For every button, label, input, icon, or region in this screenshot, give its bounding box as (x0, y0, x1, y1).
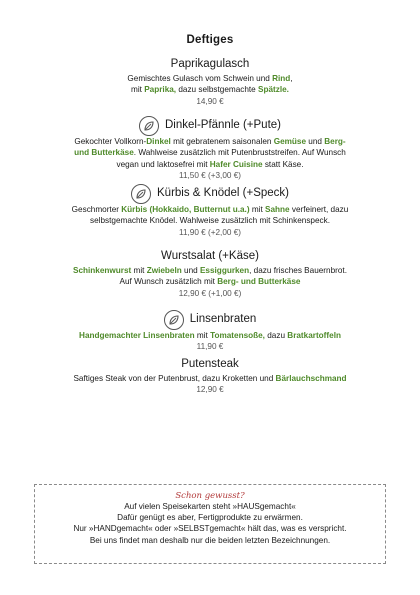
description-text: , dazu frisches Bauernbrot. (249, 266, 347, 275)
dish-title-row (30, 184, 390, 204)
description-text: mit (131, 85, 145, 95)
note-line: Auf vielen Speisekarten steht »HAUSgemacht« (124, 502, 296, 511)
description-text: statt Käse. (262, 159, 304, 169)
info-note-box (34, 484, 386, 564)
highlighted-ingredient: Kürbis (Hokkaido, Butternut u.a.) (121, 205, 250, 214)
dish-description (30, 136, 390, 170)
description-text: Saftiges Steak von der Putenbrust, dazu Kroketten und (73, 374, 276, 383)
dish-title: Kürbis & Knödel (+Speck) (157, 187, 289, 199)
dish-price: 11,50 € (+3,00 €) (179, 170, 241, 180)
description-text: mit (249, 205, 266, 214)
description-text: Gekochter Vollkorn- (74, 137, 147, 146)
dish-description (30, 73, 390, 96)
highlighted-ingredient: Spätzle. (258, 85, 289, 95)
description-text: und (306, 137, 325, 146)
description-text: dazu selbstgemachte (176, 85, 259, 95)
dish-description (30, 330, 390, 341)
highlighted-ingredient: Sahne (265, 205, 290, 214)
highlighted-ingredient: Zwiebeln (146, 266, 182, 275)
dish-title-row (30, 310, 390, 330)
dish-price: 12,90 € (+1,00 €) (178, 288, 242, 298)
highlighted-ingredient: Gemüse (273, 137, 307, 146)
description-line (30, 84, 390, 95)
description-text: Gemischtes Gulasch vom Schwein und (127, 74, 273, 83)
dish-description (30, 265, 390, 288)
note-line: Bei uns findet man deshalb nur die beiden letzten Bezeichnungen. (89, 535, 331, 545)
highlighted-ingredient: Dinkel (146, 137, 171, 146)
description-text: dazu (264, 331, 288, 340)
highlighted-ingredient: Berg- und Butterkäse (217, 277, 301, 287)
vegetarian-leaf-icon (131, 184, 151, 204)
dish-price: 12,90 € (196, 385, 224, 395)
note-heading: Schon gewusst? (175, 491, 245, 501)
note-line: Nur »HANDgemacht« oder »SELBSTgemacht« hält das, was es verspricht. (73, 524, 347, 534)
dish-title: Paprikagulasch (170, 58, 250, 70)
description-line (30, 215, 390, 226)
vegetarian-leaf-icon (139, 116, 159, 136)
description-text: Geschmorter (71, 205, 122, 214)
highlighted-ingredient: Essiggurken (199, 266, 250, 275)
highlighted-ingredient: Hafer Cuisine (209, 159, 263, 169)
dish-title-row (30, 116, 390, 136)
dish-description (30, 204, 390, 227)
section-title: Deftiges (186, 34, 234, 46)
description-text: , (290, 74, 293, 83)
dish-title: Putensteak (181, 358, 239, 370)
dish-title: Wurstsalat (+Käse) (161, 250, 259, 262)
description-line (30, 73, 390, 84)
dish-putensteak (30, 357, 390, 396)
description-line (30, 204, 390, 215)
dish-title-row (30, 357, 390, 373)
dish-price: 11,90 € (+2,00 €) (179, 227, 241, 237)
highlighted-ingredient: Rind (272, 74, 291, 83)
dish-title-row (30, 57, 390, 73)
description-text: und (181, 266, 200, 275)
description-line (30, 147, 390, 158)
dish-description (30, 373, 390, 384)
description-text: mit gebratenem saisonalen (170, 137, 274, 146)
description-line (30, 159, 390, 170)
dish-wurstsalat (30, 249, 390, 299)
description-text: . Wahlweise zusätzlich mit Putenbruststreifen. Auf Wunsch (133, 148, 346, 158)
description-text: verfeinert, dazu (289, 205, 349, 214)
description-text: selbstgemachte Knödel. Wahlweise zusätzlich mit Schinkenspeck. (90, 216, 330, 226)
dish-price: 14,90 € (196, 96, 224, 106)
dish-title: Dinkel-Pfännle (+Pute) (164, 119, 282, 131)
highlighted-ingredient: und Butterkäse (74, 148, 134, 158)
highlighted-ingredient: Berg- (324, 137, 346, 146)
vegetarian-leaf-icon (164, 310, 184, 330)
description-text: mit (194, 331, 211, 340)
description-line (30, 136, 390, 147)
highlighted-ingredient: Paprika, (144, 85, 177, 95)
highlighted-ingredient: Schinkenwurst (73, 266, 132, 275)
description-text: Auf Wunsch zusätzlich mit (119, 277, 218, 287)
description-line (30, 265, 390, 276)
dish-title: Linsenbraten (189, 313, 257, 325)
highlighted-ingredient: Handgemachter Linsenbraten (79, 331, 195, 340)
dish-title-row (30, 249, 390, 265)
description-text: vegan und laktosefrei mit (116, 159, 210, 169)
description-line (30, 276, 390, 287)
description-text: mit (131, 266, 147, 275)
highlighted-ingredient: Tomatensoße, (210, 331, 265, 340)
description-line (30, 330, 390, 341)
dish-dinkel-pfaennle (30, 116, 390, 181)
dish-paprikagulasch (30, 57, 390, 107)
dish-linsenbraten (30, 310, 390, 353)
note-line: Dafür genügt es aber, Fertigprodukte zu erwärmen. (117, 513, 303, 523)
highlighted-ingredient: Bratkartoffeln (287, 331, 341, 340)
dish-kuerbis-knoedel (30, 184, 390, 238)
description-line (30, 373, 390, 384)
highlighted-ingredient: Bärlauchschmand (275, 374, 347, 383)
dish-price: 11,90 € (196, 342, 224, 352)
